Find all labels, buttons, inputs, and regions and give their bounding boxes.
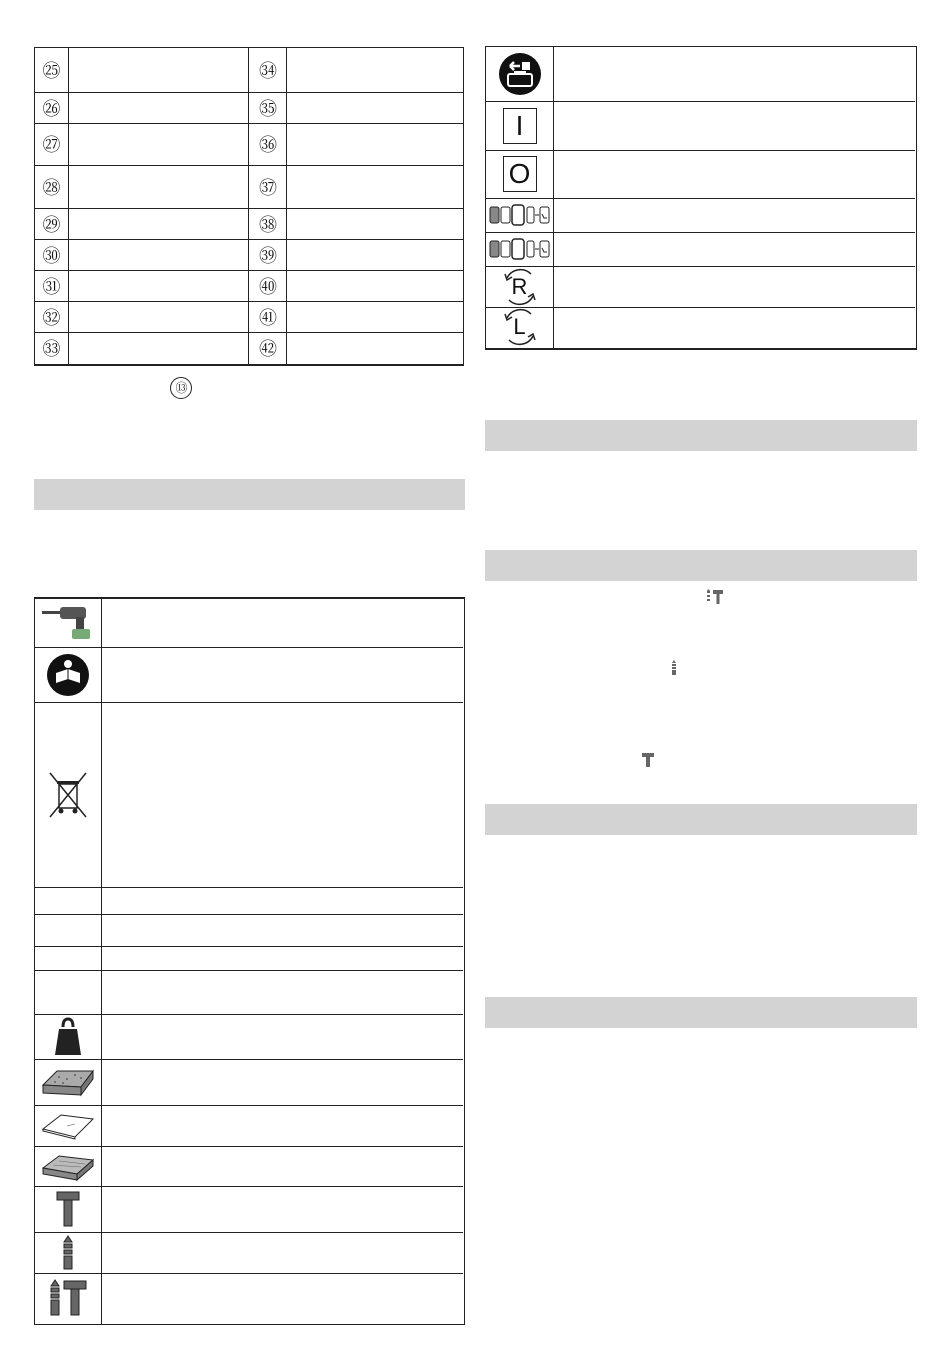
- empty-symbol-cell: [35, 887, 101, 914]
- drill-bit-icon: [35, 1232, 101, 1273]
- hammer-icon: [35, 1186, 101, 1232]
- hammer-icon: [641, 752, 655, 768]
- empty-symbol-cell: [35, 970, 101, 1014]
- part-number: ㊶: [259, 307, 277, 328]
- part-number: ㉝: [42, 338, 61, 359]
- part-number: ㉘: [42, 177, 61, 198]
- part-number: ㉞: [259, 60, 277, 81]
- battery-level-icon: [486, 232, 553, 266]
- empty-symbol-cell: [35, 914, 101, 946]
- switch-off-icon-glyph: O: [503, 156, 537, 192]
- part-number: ㊲: [259, 177, 277, 198]
- part-number: ㊱: [259, 135, 277, 155]
- part-number: ㉗: [42, 135, 61, 155]
- wood-plank-icon: [35, 1146, 101, 1186]
- part-number: ㉜: [42, 307, 61, 328]
- disconnect-battery-icon: [486, 47, 553, 101]
- section-header-bar: [485, 997, 917, 1028]
- part-number: ㊷: [259, 338, 277, 359]
- switch-on-icon: [486, 101, 553, 150]
- drill-bit-icon: [670, 660, 678, 676]
- section-header-bar: [485, 804, 917, 835]
- part-number: ㉟: [259, 98, 277, 119]
- sheet-metal-icon: [35, 1105, 101, 1146]
- switch-on-icon-glyph: I: [503, 108, 537, 144]
- crossed-out-bin-icon: [35, 702, 101, 887]
- battery-level-icon: [486, 198, 553, 232]
- rotation-right-icon: [486, 266, 553, 307]
- power-tool-drill-icon: [35, 598, 101, 647]
- part-number: ㉖: [42, 98, 61, 119]
- part-number: ㊴: [259, 245, 277, 266]
- empty-symbol-cell: [35, 946, 101, 970]
- rotation-right-icon-glyph: R: [511, 273, 528, 299]
- section-header-bar: [485, 420, 917, 451]
- switch-off-icon: [486, 150, 553, 198]
- concrete-block-icon: [35, 1059, 101, 1105]
- rotation-left-icon: [486, 307, 553, 347]
- part-number: ㊵: [259, 276, 277, 297]
- part-number: ㊳: [259, 214, 277, 235]
- part-number: ㉕: [42, 60, 61, 81]
- weight-icon: [35, 1014, 101, 1059]
- rotation-left-icon-glyph: L: [513, 314, 526, 339]
- reference-number: ⑬: [170, 377, 192, 399]
- section-header-bar: [485, 550, 917, 581]
- section-header-bar: [34, 479, 465, 510]
- drill-hammer-icon: [706, 589, 724, 605]
- part-number: ㉙: [42, 214, 61, 235]
- read-manual-icon: [35, 647, 101, 702]
- drill-hammer-icon: [35, 1273, 101, 1322]
- part-number: ㉛: [42, 276, 61, 297]
- part-number: ㉚: [42, 245, 61, 266]
